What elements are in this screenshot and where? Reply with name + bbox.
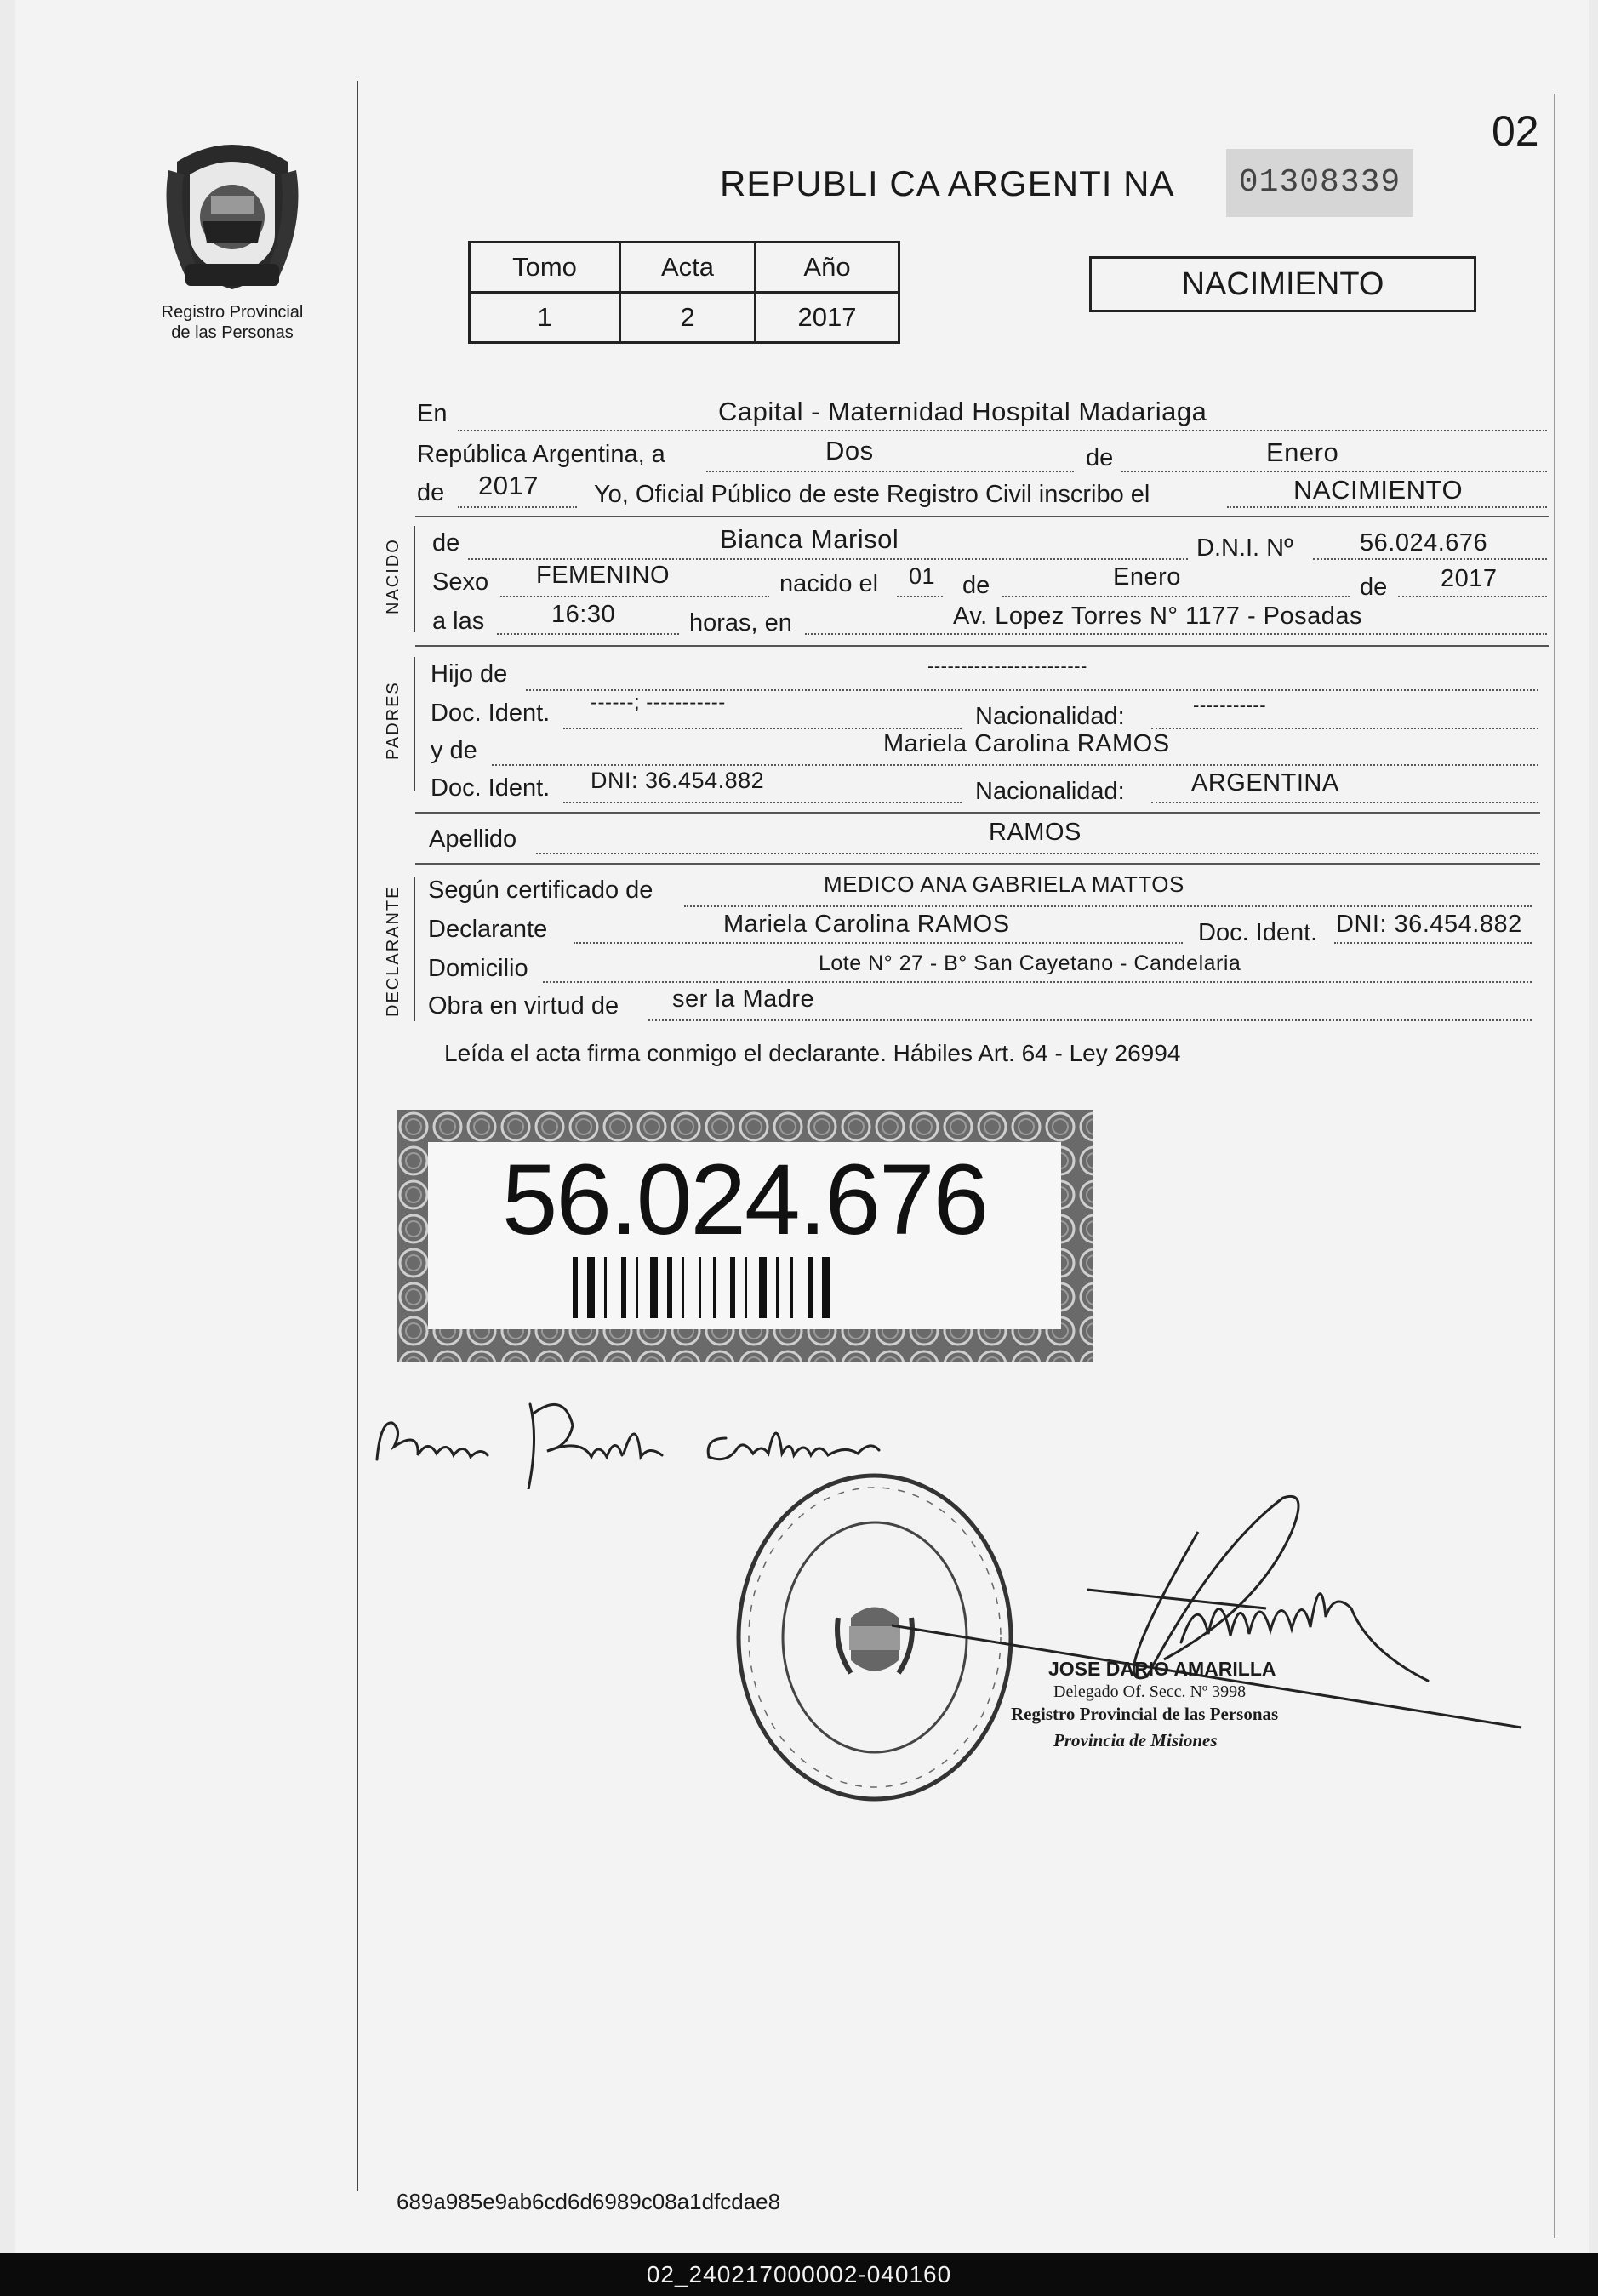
label-horas-en: horas, en bbox=[689, 609, 792, 637]
dotted-line bbox=[1227, 506, 1547, 508]
left-margin-line bbox=[357, 81, 358, 2191]
dotted-line bbox=[458, 430, 1547, 431]
label-doc-ident-father: Doc. Ident. bbox=[431, 700, 551, 727]
right-margin-line bbox=[1554, 94, 1555, 2238]
tomo-value: 1 bbox=[470, 293, 620, 343]
section-divider bbox=[415, 863, 1540, 865]
acta-header: Acta bbox=[620, 243, 756, 293]
dotted-line bbox=[1398, 596, 1547, 597]
dotted-line bbox=[1151, 802, 1538, 803]
event-value: NACIMIENTO bbox=[1293, 475, 1464, 505]
dotted-line bbox=[706, 471, 1074, 472]
certificate-value: MEDICO ANA GABRIELA MATTOS bbox=[824, 871, 1184, 897]
dotted-line bbox=[1002, 596, 1350, 597]
dotted-line bbox=[563, 802, 962, 803]
address-value: Lote N° 27 - B° San Cayetano - Candelaria bbox=[819, 951, 1241, 975]
dotted-line bbox=[1313, 558, 1547, 560]
barcode-bar bbox=[790, 1257, 793, 1318]
label-dni: D.N.I. Nº bbox=[1196, 534, 1293, 562]
declarant-doc: DNI: 36.454.882 bbox=[1336, 911, 1522, 938]
dotted-line bbox=[468, 558, 1188, 560]
surname-value: RAMOS bbox=[989, 819, 1082, 846]
dotted-line bbox=[574, 942, 1183, 944]
mother-nat: ARGENTINA bbox=[1191, 769, 1339, 797]
label-y-de: y de bbox=[431, 737, 477, 764]
registry-name-line2: de las Personas bbox=[171, 323, 294, 342]
mother-value: Mariela Carolina RAMOS bbox=[883, 730, 1170, 757]
label-de-month: de bbox=[962, 572, 990, 599]
month-word: Enero bbox=[1266, 437, 1339, 467]
time-value: 16:30 bbox=[551, 601, 616, 628]
document-hash: 689a985e9ab6cd6d6989c08a1dfcdae8 bbox=[397, 2189, 781, 2214]
barcode-bar bbox=[587, 1257, 595, 1318]
father-doc: ------; ----------- bbox=[591, 691, 726, 714]
registry-emblem bbox=[160, 136, 305, 294]
barcode-bar bbox=[604, 1257, 607, 1318]
dni-barcode-label bbox=[397, 1110, 1093, 1362]
birth-month: Enero bbox=[1113, 563, 1181, 591]
dotted-line bbox=[497, 633, 679, 635]
stamp-officer-name: JOSE DARIO AMARILLA bbox=[1048, 1658, 1276, 1680]
page-number: 02 bbox=[1492, 107, 1539, 155]
country-title: REPUBLI CA ARGENTI NA bbox=[720, 163, 1175, 203]
record-type: NACIMIENTO bbox=[1181, 266, 1384, 302]
serial-number: 01308339 bbox=[1226, 149, 1413, 217]
dotted-line bbox=[684, 905, 1532, 907]
birth-year: 2017 bbox=[1441, 565, 1498, 592]
nacido-bracket bbox=[414, 526, 415, 632]
dotted-line bbox=[458, 506, 577, 508]
year-value: 2017 bbox=[478, 471, 539, 500]
anio-header: Año bbox=[756, 243, 899, 293]
label-nacido-el: nacido el bbox=[779, 570, 879, 597]
dotted-line bbox=[500, 596, 769, 597]
barcode-bar bbox=[776, 1257, 779, 1318]
place-value: Capital - Maternidad Hospital Madariaga bbox=[718, 397, 1207, 426]
barcode bbox=[573, 1257, 981, 1318]
section-declarante: DECLARANTE bbox=[384, 885, 402, 1017]
barcode-bar bbox=[667, 1257, 672, 1318]
label-de: de bbox=[1086, 444, 1114, 471]
label-de-year: de bbox=[417, 479, 445, 506]
child-name: Bianca Marisol bbox=[720, 524, 899, 554]
dotted-line bbox=[1334, 942, 1532, 944]
label-doc-ident-declarant: Doc. Ident. bbox=[1198, 919, 1318, 946]
barcode-bar bbox=[759, 1257, 767, 1318]
barcode-bar bbox=[730, 1257, 735, 1318]
stamp-registry: Registro Provincial de las Personas bbox=[1011, 1704, 1279, 1724]
officer-stamp bbox=[1011, 1658, 1385, 1751]
label-republica: República Argentina, a bbox=[417, 441, 665, 468]
dotted-line bbox=[805, 633, 1547, 635]
label-obra: Obra en virtud de bbox=[428, 992, 619, 1019]
barcode-bar bbox=[650, 1257, 658, 1318]
barcode-bar bbox=[621, 1257, 626, 1318]
stamp-officer-role: Delegado Of. Secc. Nº 3998 bbox=[1053, 1682, 1247, 1701]
registry-name-line1: Registro Provincial bbox=[161, 303, 304, 322]
label-en: En bbox=[417, 400, 448, 427]
dotted-line bbox=[1151, 728, 1538, 729]
barcode-bar bbox=[682, 1257, 684, 1318]
dni-value: 56.024.676 bbox=[1360, 529, 1488, 557]
barcode-bar bbox=[822, 1257, 830, 1318]
label-doc-ident-mother: Doc. Ident. bbox=[431, 774, 551, 802]
section-divider bbox=[415, 645, 1549, 647]
label-officer: Yo, Oficial Público de este Registro Civil inscribo el bbox=[594, 481, 1150, 508]
label-hijo-de: Hijo de bbox=[431, 660, 508, 688]
padres-bracket bbox=[414, 657, 415, 791]
barcode-panel bbox=[428, 1142, 1061, 1329]
registry-name bbox=[134, 302, 330, 343]
section-divider bbox=[415, 812, 1540, 814]
label-a-las: a las bbox=[432, 608, 485, 635]
birth-address: Av. Lopez Torres N° 1177 - Posadas bbox=[953, 603, 1363, 630]
stamp-province: Provincia de Misiones bbox=[1053, 1730, 1218, 1751]
dotted-line bbox=[536, 853, 1538, 854]
footer-document-id: 02_240217000002-040160 bbox=[0, 2253, 1598, 2296]
label-segun: Según certificado de bbox=[428, 877, 653, 904]
barcode-bar bbox=[573, 1257, 578, 1318]
sex-value: FEMENINO bbox=[536, 562, 671, 589]
tomo-header: Tomo bbox=[470, 243, 620, 293]
section-divider bbox=[415, 516, 1549, 517]
barcode-bar bbox=[636, 1257, 638, 1318]
label-de-year2: de bbox=[1360, 574, 1388, 601]
mother-doc: DNI: 36.454.882 bbox=[591, 768, 765, 793]
father-nat: ----------- bbox=[1193, 694, 1267, 716]
label-declarante: Declarante bbox=[428, 916, 548, 943]
barcode-bar bbox=[808, 1257, 813, 1318]
record-type-box bbox=[1089, 256, 1476, 312]
label-sexo: Sexo bbox=[432, 568, 489, 596]
label-domicilio: Domicilio bbox=[428, 955, 528, 982]
declarante-bracket bbox=[414, 877, 415, 1021]
dotted-line bbox=[563, 728, 962, 729]
dotted-line bbox=[492, 764, 1538, 766]
barcode-bar bbox=[713, 1257, 716, 1318]
dotted-line bbox=[543, 981, 1532, 983]
day-word: Dos bbox=[825, 436, 874, 465]
section-nacido: NACIDO bbox=[384, 538, 402, 614]
label-apellido: Apellido bbox=[429, 825, 517, 853]
dotted-line bbox=[648, 1019, 1532, 1021]
dotted-line bbox=[1121, 471, 1547, 472]
birth-certificate-page bbox=[15, 0, 1589, 2253]
dotted-line bbox=[897, 596, 943, 597]
label-nacionalidad-father: Nacionalidad: bbox=[975, 703, 1125, 730]
anio-value: 2017 bbox=[756, 293, 899, 343]
father-value: ------------------------ bbox=[927, 655, 1087, 677]
tomo-acta-table bbox=[468, 241, 900, 344]
barcode-number: 56.024.676 bbox=[501, 1144, 988, 1256]
barcode-bar bbox=[699, 1257, 701, 1318]
label-de-name: de bbox=[432, 529, 460, 557]
closing-statement: Leída el acta firma conmigo el declarante. Hábiles Art. 64 - Ley 26994 bbox=[444, 1040, 1181, 1066]
acta-value: 2 bbox=[620, 293, 756, 343]
label-nacionalidad-mother: Nacionalidad: bbox=[975, 778, 1125, 805]
birth-day: 01 bbox=[909, 563, 936, 589]
declarant-value: Mariela Carolina RAMOS bbox=[723, 911, 1010, 938]
barcode-bar bbox=[745, 1257, 747, 1318]
capacity-value: ser la Madre bbox=[672, 985, 815, 1013]
section-padres: PADRES bbox=[384, 681, 402, 760]
